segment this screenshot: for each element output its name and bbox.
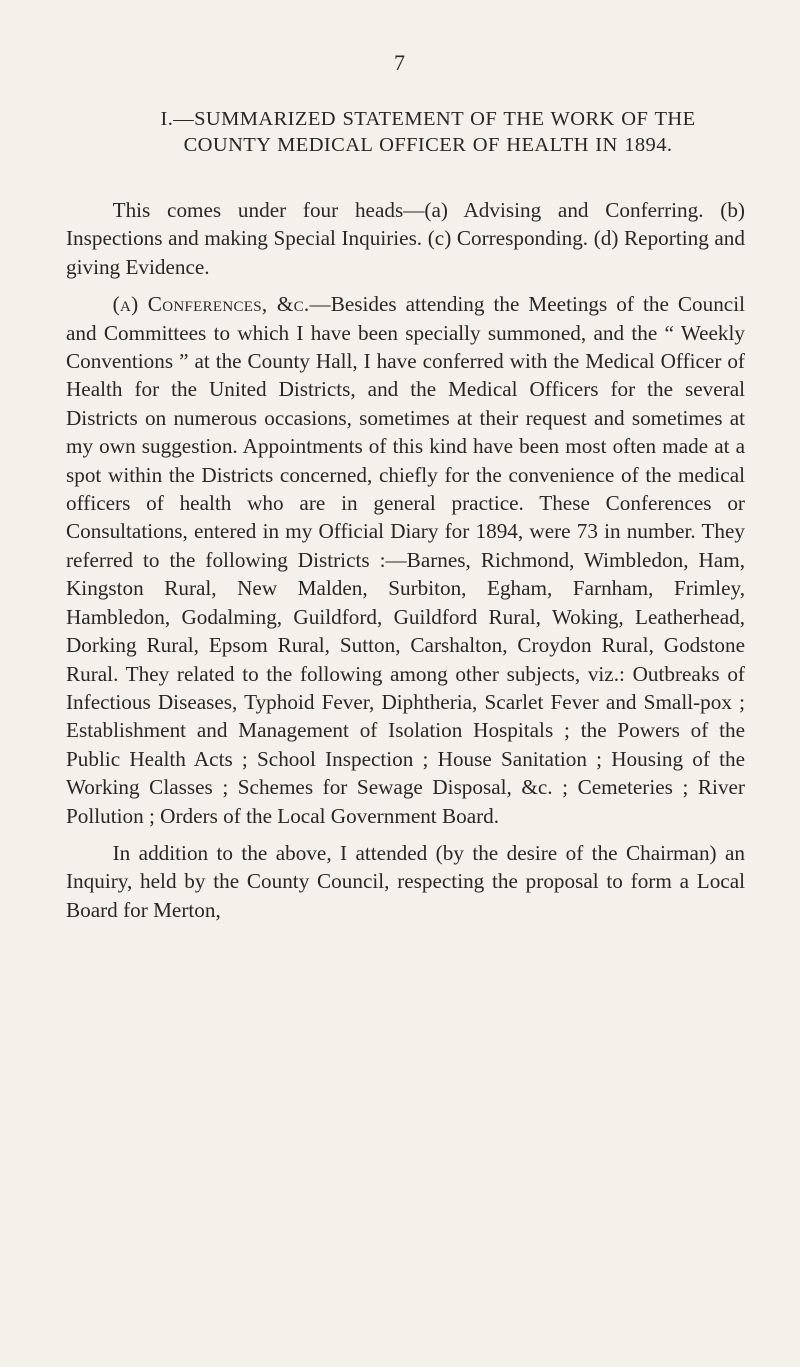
- body-text: [66, 196, 745, 924]
- section-heading-line-2: COUNTY MEDICAL OFFICER OF HEALTH IN 1894.: [183, 134, 673, 156]
- intro-paragraph: This comes under four heads—(a) Advising and Conferring. (b) Inspections and making Special Inquiries. (c) Corresponding. (d) Reporting and giving Evidence.: [66, 198, 745, 279]
- conferences-subheading: (a) Conferences, &c.: [112, 292, 310, 317]
- section-heading-line-1: I.—SUMMARIZED STATEMENT OF THE WORK OF THE: [160, 108, 696, 130]
- page-number: 7: [394, 50, 406, 75]
- conferences-body: —Besides attending the Meetings of the Council and Committees to which I have been specially summoned, and the “ Weekly Conventions ” at the County Hall, I have conferred with the Medical Officer of Health for the United Districts, and the Medical Officers for the several Districts on numerous occasions, sometimes at their request and sometimes at my own suggestion. Appointments of this kind have been most often made at a spot within the Districts concerned, chiefly for the convenience of the medical officers of health who are in general practice. These Conferences or Consultations, entered in my Official Diary for 1894, were 73 in number. They referred to the following Districts :—Barnes, Richmond, Wimbledon, Ham, Kingston Rural, New Malden, Surbiton, Egham, Farnham, Frimley, Hambledon, Godalming, Guildford, Guildford Rural, Woking, Leatherhead, Dorking Rural, Epsom Rural, Sutton, Carshalton, Croydon Rural, Godstone Rural. They related to the following among other subjects, viz.: Outbreaks of Infectious Diseases, Typhoid Fever, Diphtheria, Scarlet Fever and Small-pox ; Establishment and Management of Isolation Hospitals ; the Powers of the Public Health Acts ; School Inspection ; House Sanitation ; Housing of the Working Classes ; Schemes for Sewage Disposal, &c. ; Cemeteries ; River Pollution ; Orders of the Local Government Board.: [66, 292, 745, 828]
- section-heading: [92, 106, 764, 158]
- conferences-paragraph: [66, 290, 745, 830]
- addition-paragraph: In addition to the above, I attended (by the desire of the Chairman) an Inquiry, held by the County Council, respecting the proposal to form a Local Board for Merton,: [66, 840, 745, 922]
